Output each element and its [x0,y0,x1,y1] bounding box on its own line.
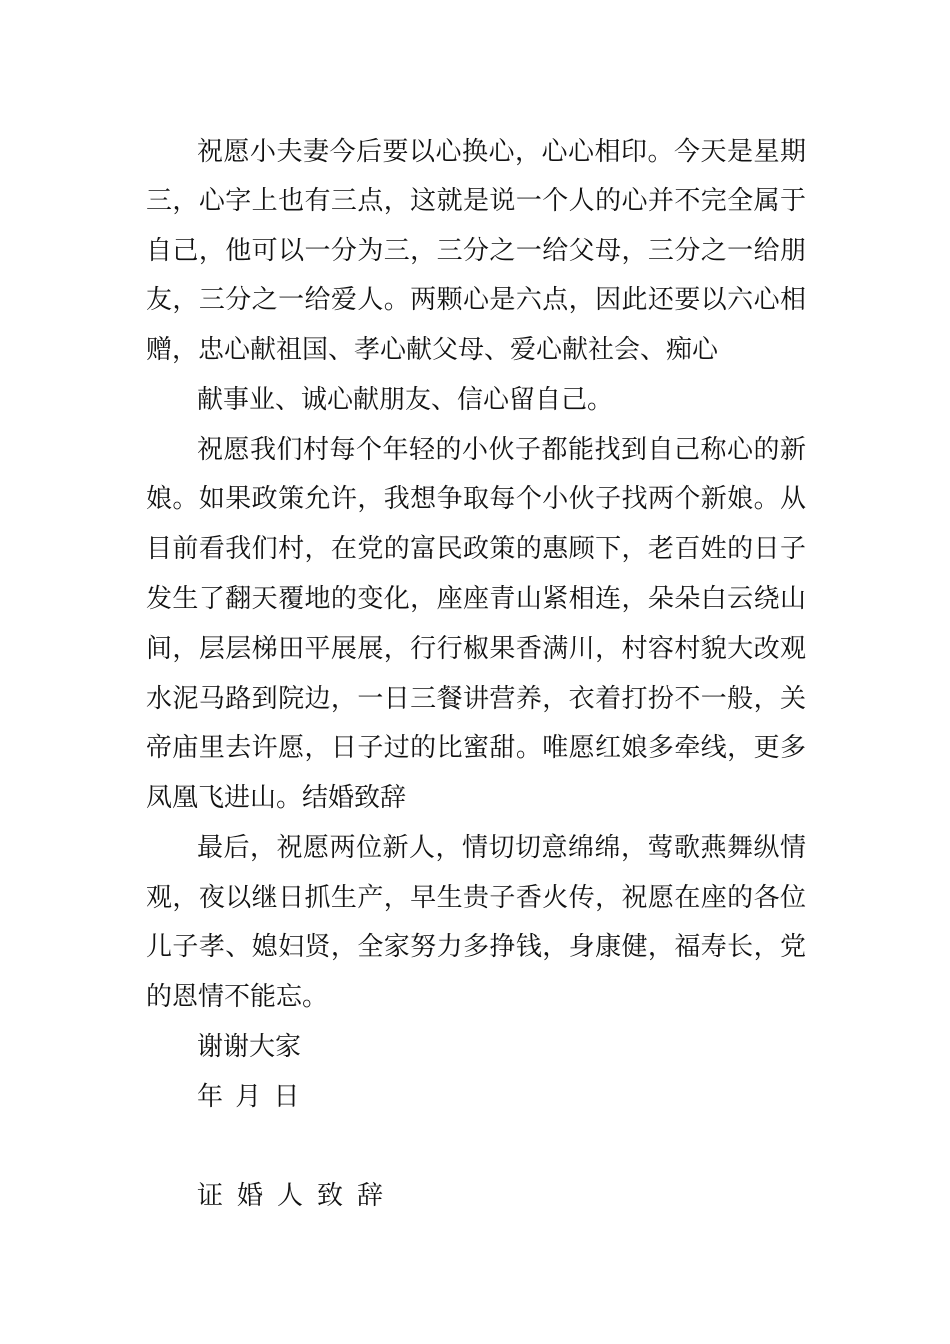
paragraph-4-line-3: 儿子孝、媳妇贤，全家努力多挣钱，身康健，福寿长，党 [146,932,806,962]
paragraph-1-line-2: 三，心字上也有三点，这就是说一个人的心并不完全属于 [146,186,806,216]
paragraph-3-line-4: 发生了翻天覆地的变化，座座青山紧相连，朵朵白云绕山 [146,584,806,614]
paragraph-4-line-1: 最后，祝愿两位新人，情切切意绵绵，莺歌燕舞纵情 [197,833,806,863]
paragraph-1-line-3: 自己，他可以一分为三，三分之一给父母，三分之一给朋 [146,236,806,266]
paragraph-1-line-5: 赠，忠心献祖国、孝心献父母、爱心献社会、痴心 [146,335,719,365]
closing-thanks: 谢谢大家 [197,1032,302,1062]
section-heading: 证婚人致辞 [197,1181,398,1211]
paragraph-3-line-8: 凤凰飞进山。结婚致辞 [146,783,407,813]
paragraph-3-line-2: 娘。如果政策允许，我想争取每个小伙子找两个新娘。从 [146,484,806,514]
paragraph-3-line-6: 水泥马路到院边，一日三餐讲营养，衣着打扮不一般，关 [146,684,806,714]
paragraph-3-line-5: 间，层层梯田平展展，行行椒果香满川，村容村貌大改观 [146,634,806,664]
paragraph-4-line-2: 观，夜以继日抓生产，早生贵子香火传，祝愿在座的各位 [146,883,806,913]
paragraph-3-line-1: 祝愿我们村每个年轻的小伙子都能找到自己称心的新 [197,435,806,465]
paragraph-3-line-3: 目前看我们村，在党的富民政策的惠顾下，老百姓的日子 [146,534,806,564]
paragraph-4-line-4: 的恩情不能忘。 [146,982,329,1012]
paragraph-1-line-1: 祝愿小夫妻今后要以心换心，心心相印。今天是星期 [197,137,806,167]
paragraph-3-line-7: 帝庙里去许愿，日子过的比蜜甜。唯愿红娘多牵线，更多 [146,733,806,763]
paragraph-2-line-1: 献事业、诚心献朋友、信心留自己。 [197,385,614,415]
date-line: 年 月 日 [197,1082,300,1112]
paragraph-1-line-4: 友，三分之一给爱人。两颗心是六点，因此还要以六心相 [146,285,806,315]
